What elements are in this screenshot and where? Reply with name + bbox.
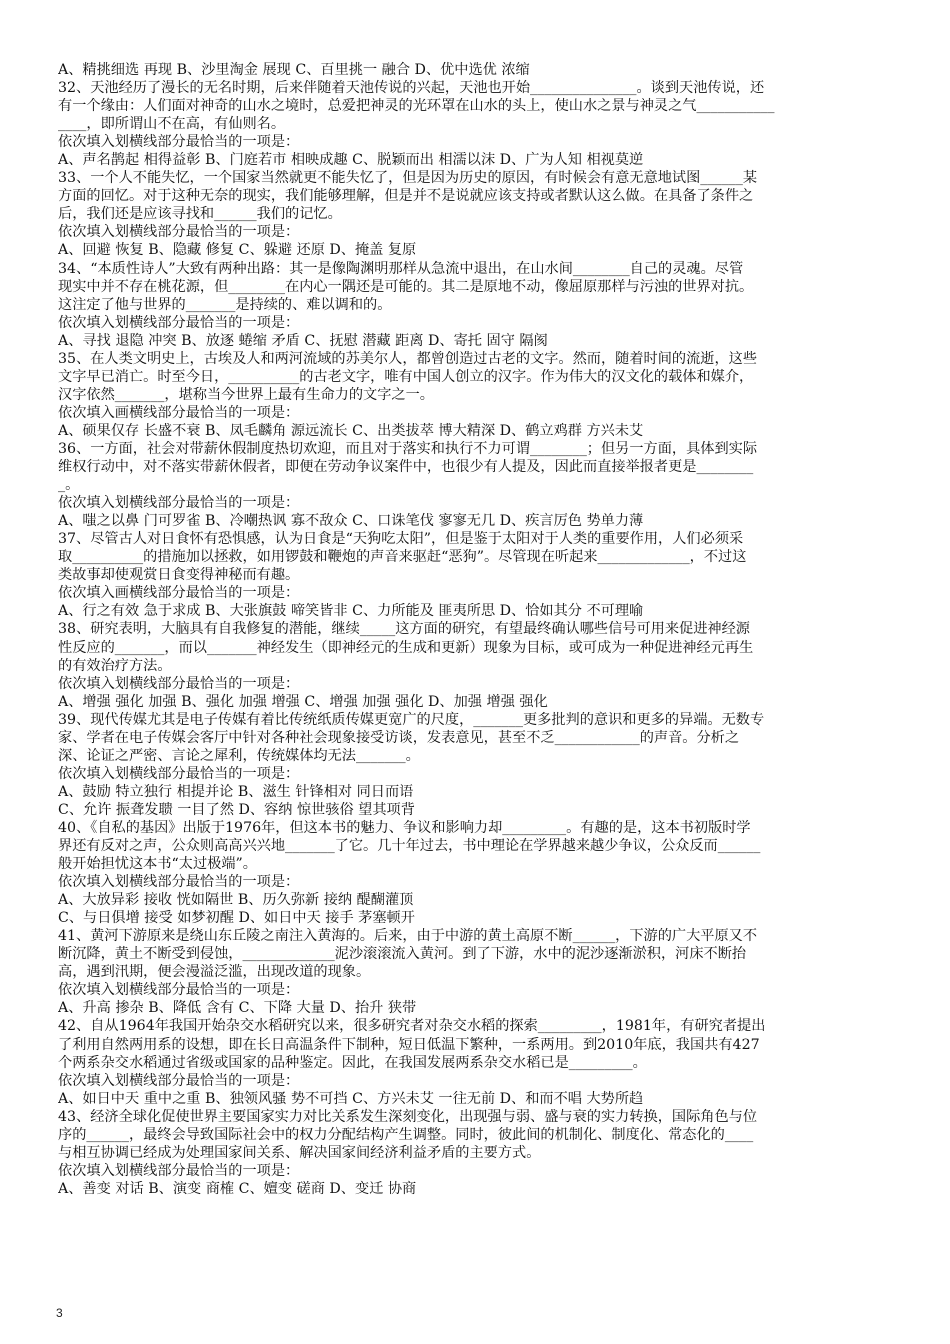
text-line: 41、黄河下游原来是绕山东丘陵之南注入黄海的。后来，由于中游的黄土高原不断______，下游的广大平原又不 [58,928,758,945]
text-line: 汉字依然_______，堪称当今世界上最有生命力的文字之一。 [58,386,434,403]
text-line: 方面的回忆。对于这种无奈的现实，我们能够理解，但是并不是说就应该支持或者默认这么做。在具备了条件之 [58,188,754,205]
text-line: 性反应的_______，而以_______神经发生（即神经元的生成和更新）现象为目标，或可成为一种促进神经元再生 [58,639,754,656]
text-line: 32、天池经历了漫长的无名时期，后来伴随着天池传说的兴起，天池也开始_______________。谈到天池传说，还 [58,80,765,97]
text-line: 依次填入划横线部分最恰当的一项是： [58,1162,300,1179]
text-line: 个两系杂交水稻通过省级或国家的品种鉴定。因此，在我国发展两系杂交水稻已是_________。 [58,1054,647,1071]
text-line: 43、经济全球化促使世界主要国家实力对比关系发生深刻变化，出现强与弱、盛与衰的实力转换，国际角色与位 [58,1108,758,1125]
text-line: 有一个缘由：人们面对神奇的山水之境时，总爱把神灵的光环罩在山水的头上，使山水之景与神灵之气___________ [58,98,775,115]
text-line: _。 [58,477,80,494]
text-line: ____，即所谓山不在高，有仙则名。 [58,116,286,133]
text-line: C、允许 振聋发聩 一目了然 D、容纳 惊世骇俗 望其项背 [58,801,415,818]
text-line: 依次填入划横线部分最恰当的一项是： [58,765,300,782]
text-line: 现实中并不存在桃花源，但________在内心一隅还是可能的。其二是原地不动，像屈原那样与污浊的世界对抗。 [58,278,754,295]
text-line: 36、一方面，社会对带薪休假制度热切欢迎，而且对于落实和执行不力可谓________；但另一方面，具体到实际 [58,440,758,457]
text-line: 依次填入划横线部分最恰当的一项是： [58,314,300,331]
text-line: 类故事却使观赏日食变得神秘而有趣。 [58,567,300,584]
text-line: 与相互协调已经成为处理国家间关系、解决国家间经济利益矛盾的主要方式。 [58,1144,541,1161]
text-line: 依次填入画横线部分最恰当的一项是： [58,585,300,602]
text-line: 34、“本质性诗人”大致有两种出路：其一是像陶渊明那样从急流中退出，在山水间________自己的灵魂。尽管 [58,260,744,277]
text-line: A、嗤之以鼻 门可罗雀 B、冷嘲热讽 寡不敌众 C、口诛笔伐 寥寥无几 D、疾言厉色 势单力薄 [58,513,644,530]
text-line: 依次填入划横线部分最恰当的一项是： [58,495,300,512]
text-line: 般开始担忧这本书“太过极端”。 [58,856,257,873]
text-line: 依次填入划横线部分最恰当的一项是： [58,675,300,692]
text-line: A、回避 恢复 B、隐藏 修复 C、躲避 还原 D、掩盖 复原 [58,242,417,259]
text-line: 35、在人类文明史上，古埃及人和两河流域的苏美尔人，都曾创造过古老的文字。然而，随着时间的流逝，这些 [58,350,758,367]
text-line: 的有效治疗方法。 [58,657,172,674]
text-line: 高，遇到汛期，便会漫溢泛滥，出现改道的现象。 [58,964,371,981]
text-line: C、与日俱增 接受 如梦初醒 D、如日中天 接手 茅塞顿开 [58,910,415,927]
text-line: 这注定了他与世界的_______是持续的、难以调和的。 [58,296,392,313]
text-line: 了利用自然两用系的设想，即在长日高温条件下制种，短日低温下繁种，一系两用。到2010年底，我国共有427 [58,1036,760,1053]
page-number: 3 [56,1306,63,1320]
text-line: 40、《自私的基因》出版于1976年，但这本书的魅力、争议和影响力却_________。有趣的是，这本书初版时学 [58,819,751,836]
text-line: A、寻找 退隐 冲突 B、放逐 蜷缩 矛盾 C、抚慰 潜藏 距离 D、寄托 固守 隔阂 [58,332,548,349]
text-line: A、硕果仅存 长盛不衰 B、凤毛麟角 源远流长 C、出类拔萃 博大精深 D、鹤立鸡群 方兴未艾 [58,422,644,439]
text-line: 后，我们还是应该寻找和______我们的记忆。 [58,206,342,223]
text-line: A、鼓励 特立独行 相提并论 B、滋生 针锋相对 同日而语 [58,783,414,800]
text-line: 33、一个人不能失忆，一个国家当然就更不能失忆了，但是因为历史的原因，有时候会有意无意地试图______某 [58,170,758,187]
text-line: 依次填入划横线部分最恰当的一项是： [58,982,300,999]
text-line: 维权行动中，对不落实带薪休假者，即便在劳动争议案件中，也很少有人提及，因此而直接举报者更是________ [58,459,754,476]
text-line: A、精挑细选 再现 B、沙里淘金 展现 C、百里挑一 融合 D、优中选优 浓缩 [58,62,530,78]
document-body [58,61,890,1198]
text-line: A、大放异彩 接收 恍如隔世 B、历久弥新 接纳 醍醐灌顶 [58,892,414,909]
text-line: 39、现代传媒尤其是电子传媒有着比传统纸质传媒更宽广的尺度，_______更多批判的意识和更多的异端。无数专 [58,711,765,728]
text-line: A、行之有效 急于求成 B、大张旗鼓 啼笑皆非 C、力所能及 匪夷所思 D、恰如其分 不可理喻 [58,603,644,620]
text-line: A、声名鹊起 相得益彰 B、门庭若市 相映成趣 C、脱颖而出 相濡以沫 D、广为人知 相视莫逆 [58,152,644,169]
text-line: 依次填入划横线部分最恰当的一项是： [58,224,300,241]
text-line: 家、学者在电子传媒会客厅中针对各种社会现象接受访谈，发表意见，甚至不乏____________的声音。分析之 [58,729,740,746]
text-line: 依次填入划横线部分最恰当的一项是： [58,1072,300,1089]
text-line: 依次填入划横线部分最恰当的一项是： [58,134,300,151]
text-line: 深、论证之严密、言论之犀利，传统媒体均无法_______。 [58,747,420,764]
text-line: 取__________的措施加以拯救，如用锣鼓和鞭炮的声音来驱赶“恶狗”。尽管现在听起来_____________，不过这 [58,549,747,566]
text-line: 断沉降，黄土不断受到侵蚀，_____________泥沙滚滚流入黄河。到了下游，水中的泥沙逐渐淤积，河床不断抬 [58,946,747,963]
text-line: 38、研究表明，大脑具有自我修复的潜能，继续_____这方面的研究，有望最终确认哪些信号可用来促进神经源 [58,621,750,638]
text-line: A、增强 强化 加强 B、强化 加强 增强 C、增强 加强 强化 D、加强 增强 强化 [58,693,548,710]
text-line: A、如日中天 重中之重 B、独领风骚 势不可挡 C、方兴未艾 一往无前 D、和而不唱 大势所趋 [58,1090,644,1107]
text-line: A、升高 掺杂 B、降低 含有 C、下降 大量 D、抬升 狭带 [58,1000,417,1017]
text-line: 依次填入画横线部分最恰当的一项是： [58,404,300,421]
text-line: 依次填入划横线部分最恰当的一项是： [58,874,300,891]
text-line: 界还有反对之声，公众则高高兴兴地_______了它。几十年过去，书中理论在学界越来越少争议，公众反而______ [58,838,761,855]
text-line: 37、尽管古人对日食怀有恐惧感，认为日食是“天狗吃太阳”，但是鉴于太阳对于人类的重要作用，人们必须采 [58,531,744,548]
text-line: 文字早已消亡。时至今日，__________的古老文字，唯有中国人创立的汉字。作为伟大的汉文化的载体和媒介， [58,368,754,385]
text-line: 序的______，最终会导致国际社会中的权力分配结构产生调整。同时，彼此间的机制化、制度化、常态化的____ [58,1126,754,1143]
text-line: A、善变 对话 B、演变 商榷 C、嬗变 磋商 D、变迁 协商 [58,1180,417,1197]
text-line: 42、自从1964年我国开始杂交水稻研究以来，很多研究者对杂交水稻的探索_________，1981年，有研究者提出 [58,1018,766,1035]
